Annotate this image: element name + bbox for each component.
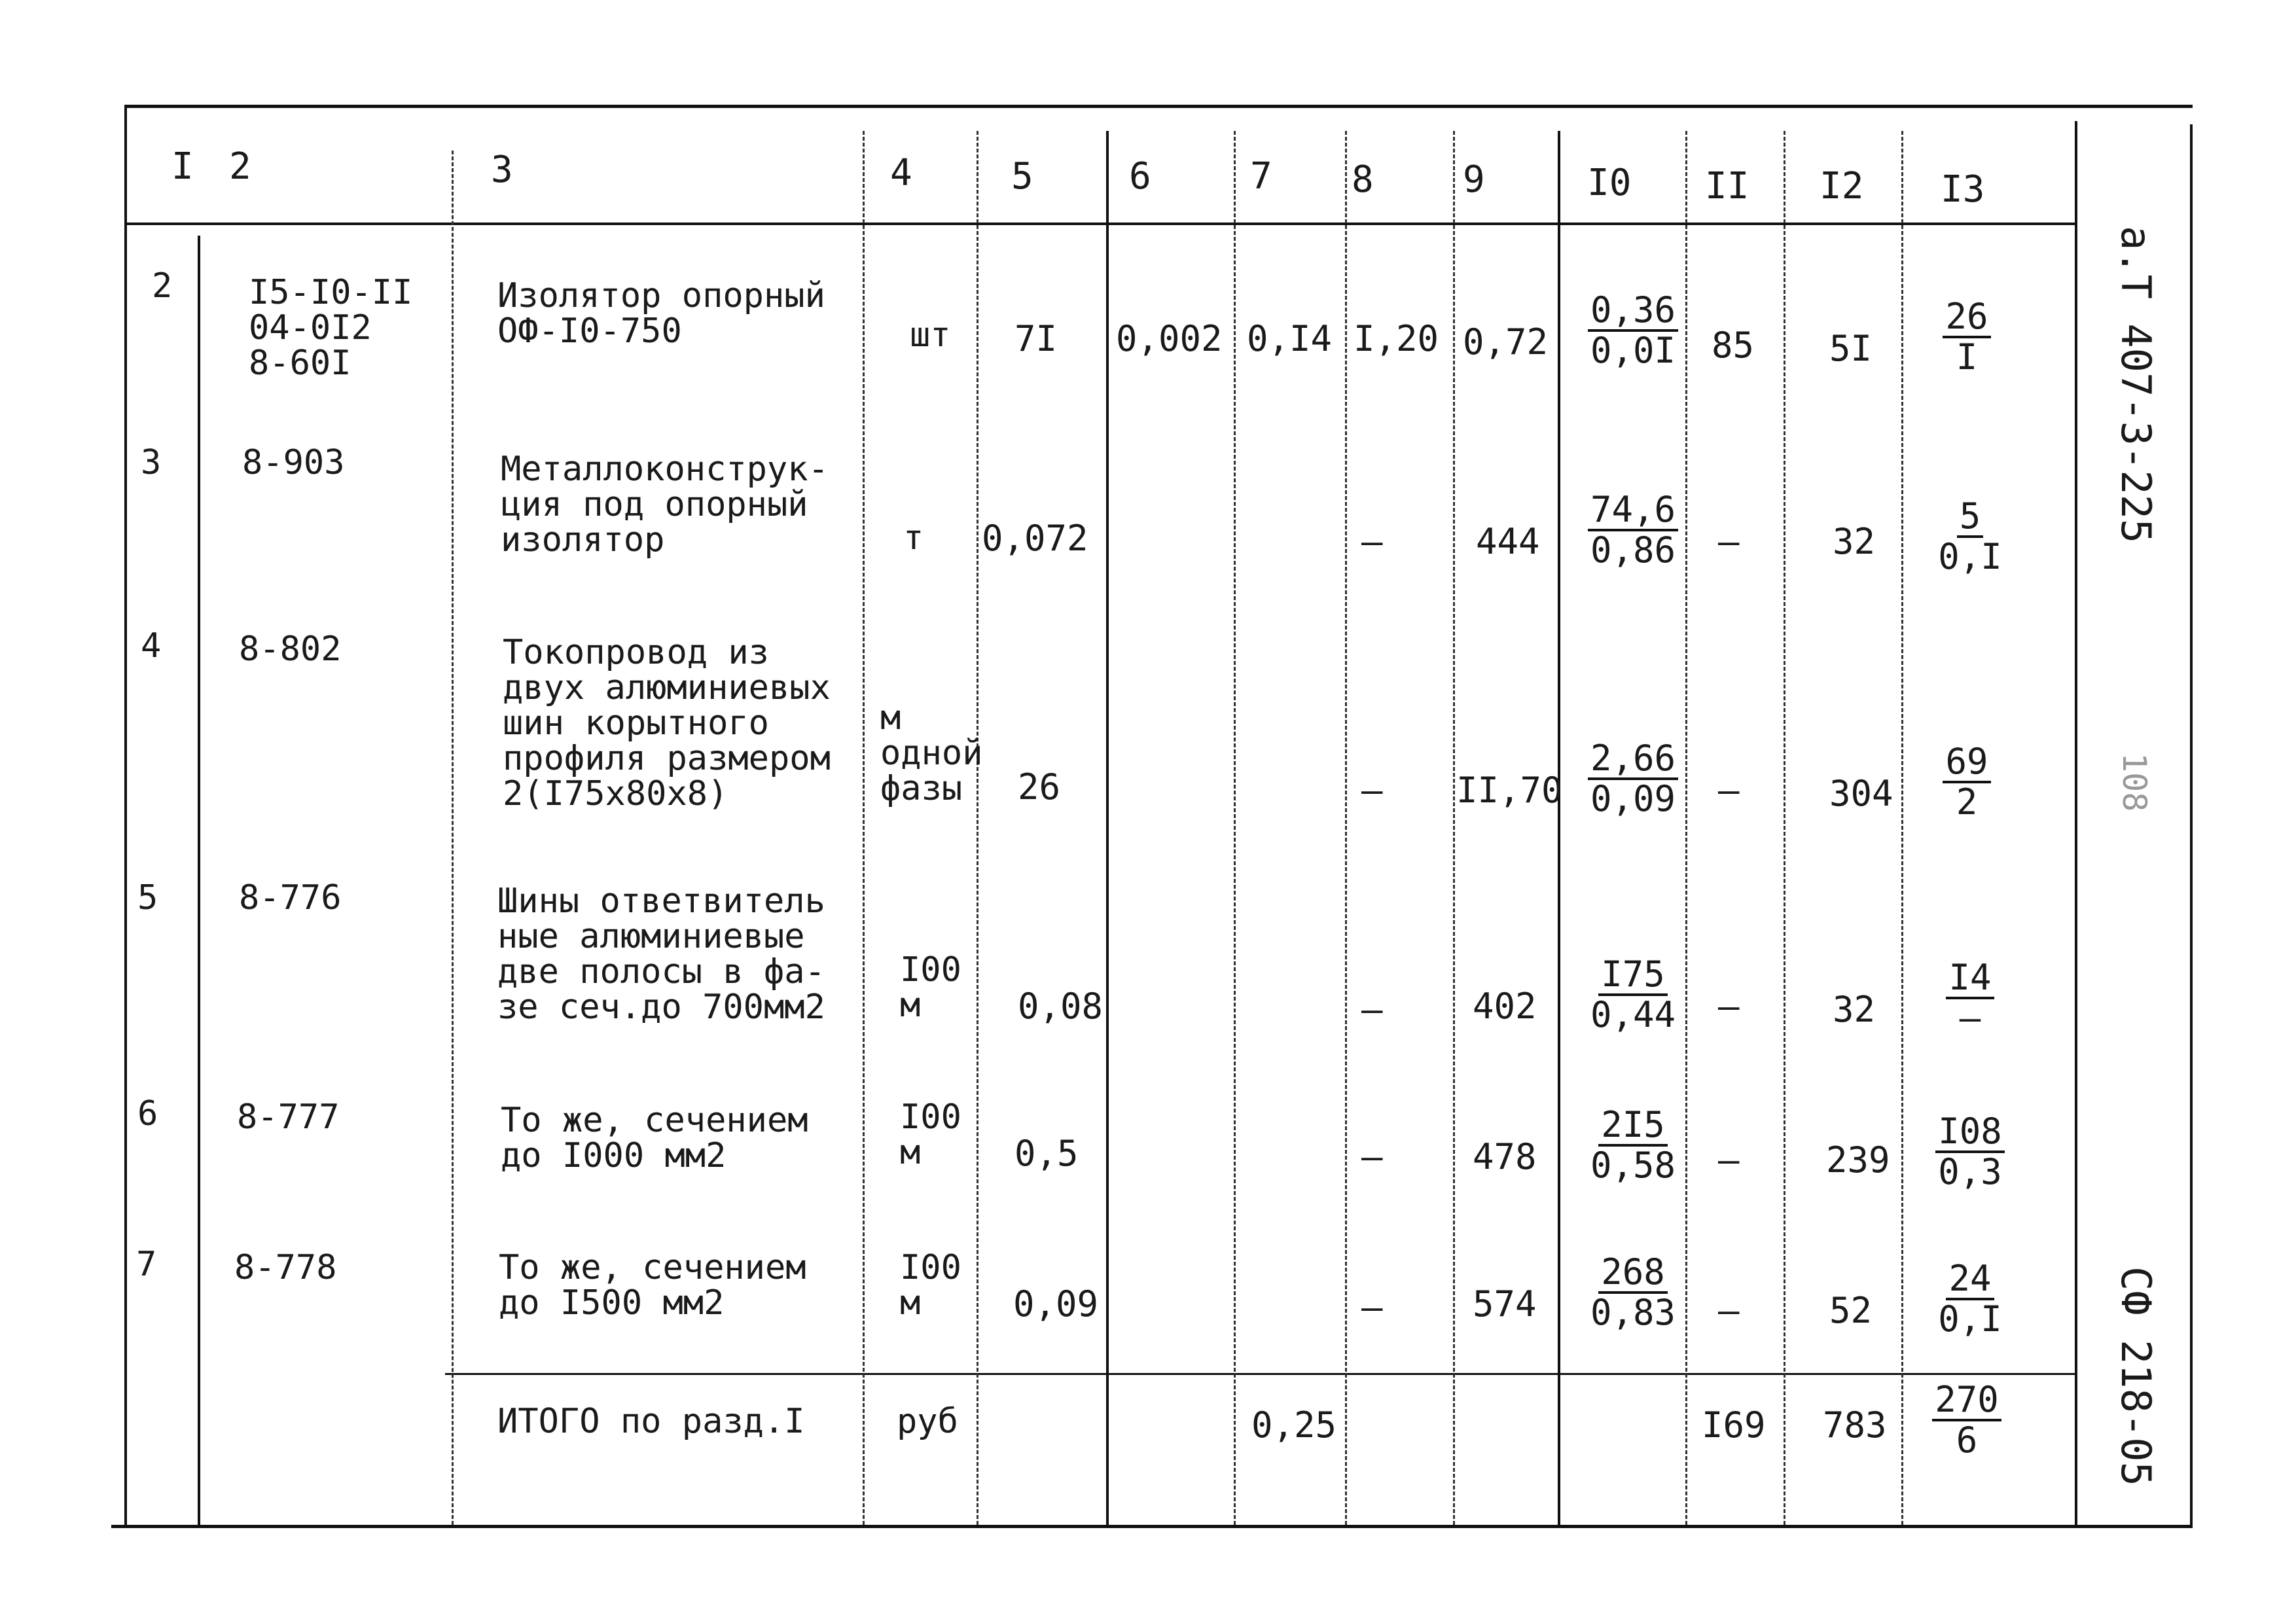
side-doc-number: а.Т 407-3-225 [2112, 226, 2160, 544]
total-unit: руб [897, 1402, 958, 1441]
fraction-top: 0,36 [1588, 291, 1678, 332]
cell-col11: – [1718, 770, 1740, 811]
cell-col10 [1574, 1106, 1692, 1185]
cell-col13 [1911, 1260, 2029, 1338]
total-col13 [1908, 1381, 2026, 1459]
cell-col10 [1574, 955, 1692, 1034]
cell-col9: 0,72 [1463, 321, 1549, 363]
cell-col11: – [1718, 1139, 1740, 1181]
cell-col10 [1574, 1253, 1692, 1332]
cell-col13 [1911, 959, 2029, 1037]
total-col11: I69 [1702, 1404, 1766, 1446]
cell-col10 [1574, 291, 1692, 370]
cell-col5: 0,5 [1014, 1133, 1079, 1174]
fraction-top: I08 [1935, 1113, 2005, 1153]
cell-col13 [1911, 1113, 2029, 1191]
cell-col8: – [1361, 1287, 1383, 1328]
fraction-top: 5 [1957, 497, 1984, 538]
cell-description: Токопровод из двух алюминиевых шин корытного профиля размером 2(I75x80x8) [503, 633, 831, 813]
header-cell-10: I0 [1587, 162, 1632, 204]
fraction-bottom: I [1956, 336, 1978, 378]
cell-col5: 26 [1018, 766, 1061, 808]
cell-col12: 32 [1833, 521, 1876, 562]
cell-unit: м одной фазы [880, 698, 983, 808]
fraction-bottom: 0,0I [1590, 330, 1676, 371]
fraction-bottom: 0,58 [1590, 1145, 1676, 1186]
total-col12: 783 [1823, 1404, 1887, 1446]
header-cell-4: 4 [890, 152, 912, 194]
fraction-top: I4 [1946, 959, 1994, 999]
cell-unit: I00 м [900, 1097, 961, 1172]
cell-col11: 85 [1712, 325, 1755, 366]
cell-row-number: 6 [137, 1094, 158, 1133]
fraction-top: 74,6 [1588, 491, 1678, 531]
cell-col5: 0,09 [1013, 1283, 1099, 1325]
fraction-bottom: 0,09 [1590, 778, 1676, 819]
fraction-bottom: 0,83 [1590, 1292, 1676, 1333]
cell-description: Изолятор опорный ОФ-I0-750 [497, 276, 825, 351]
cell-col5: 7I [1014, 318, 1058, 359]
fraction-top: 69 [1943, 743, 1990, 783]
cell-unit: I00 м [900, 1248, 961, 1323]
cell-col11: – [1718, 521, 1740, 562]
fraction-bottom: 0,86 [1590, 529, 1676, 571]
cell-code: 8-903 [242, 443, 345, 482]
header-cell-2: 2 [229, 145, 251, 188]
cell-row-number: 3 [141, 443, 162, 482]
total-label: ИТОГО по разд.I [497, 1402, 805, 1441]
cell-col12: 32 [1833, 989, 1876, 1030]
cell-col9: 402 [1473, 986, 1537, 1027]
cell-row-number: 7 [136, 1245, 157, 1284]
header-cell-8: 8 [1352, 158, 1374, 201]
cell-col10 [1574, 491, 1692, 569]
cell-col5: 0,072 [982, 518, 1088, 559]
cell-row-number: 4 [141, 626, 162, 666]
cell-col6: 0,002 [1116, 318, 1223, 359]
total-col7: 0,25 [1251, 1404, 1337, 1446]
cell-code: 8-802 [239, 630, 342, 669]
cell-col5: 0,08 [1018, 986, 1103, 1027]
cell-col7: 0,I4 [1247, 318, 1333, 359]
header-cell-6: 6 [1129, 155, 1151, 198]
fraction-bottom: – [1959, 997, 1981, 1039]
fraction-bottom: 0,44 [1590, 994, 1676, 1035]
cell-col13 [1908, 743, 2026, 821]
cell-code: 8-776 [239, 878, 342, 918]
fraction-top: 268 [1598, 1253, 1668, 1294]
cell-col13 [1908, 298, 2026, 376]
fraction-top: 2I5 [1598, 1106, 1668, 1147]
fraction-bottom: 2 [1956, 781, 1978, 823]
cell-col9: II,70 [1456, 770, 1563, 811]
cell-col8: I,20 [1354, 318, 1439, 359]
cell-col8: – [1361, 521, 1383, 562]
cell-col12: 304 [1829, 773, 1893, 814]
cell-col8: – [1361, 989, 1383, 1030]
cell-description: То же, сечением до I000 мм2 [501, 1101, 808, 1175]
cell-row-number: 2 [152, 266, 173, 306]
header-cell-9: 9 [1463, 158, 1485, 201]
fraction-top: I75 [1598, 955, 1668, 996]
cell-unit: шт [910, 315, 951, 355]
cell-col11: – [1718, 986, 1740, 1027]
header-cell-1: I [171, 145, 194, 188]
header-cell-11: II [1705, 165, 1749, 207]
side-page-number: 108 [2115, 753, 2153, 812]
fraction-bottom: 0,I [1938, 536, 2002, 577]
fraction-top: 270 [1932, 1381, 2001, 1421]
cell-col12: 5I [1829, 328, 1873, 369]
cell-col9: 478 [1473, 1136, 1537, 1177]
cell-col11: – [1718, 1290, 1740, 1331]
cell-col12: 52 [1829, 1290, 1873, 1331]
fraction-top: 2,66 [1588, 740, 1678, 780]
cell-description: Металлоконструк- ция под опорный изолятор [501, 450, 829, 560]
cell-col12: 239 [1826, 1139, 1890, 1181]
cell-col9: 574 [1473, 1283, 1537, 1325]
cell-col8: – [1361, 1136, 1383, 1177]
fraction-bottom: 6 [1956, 1419, 1978, 1461]
cell-col8: – [1361, 770, 1383, 811]
header-cell-3: 3 [491, 149, 513, 191]
header-cell-12: I2 [1820, 165, 1864, 207]
cell-col13 [1911, 497, 2029, 576]
side-code: СФ 218-05 [2112, 1266, 2160, 1486]
cell-code: I5-I0-II 04-0I2 8-60I [249, 273, 413, 383]
cell-code: 8-777 [237, 1097, 340, 1137]
header-cell-7: 7 [1250, 155, 1272, 198]
fraction-top: 24 [1946, 1260, 1994, 1300]
cell-description: Шины ответвитель ные алюминиевые две полосы в фа- зе сеч.до 700мм2 [497, 882, 825, 1027]
cell-row-number: 5 [137, 878, 158, 918]
header-cell-13: I3 [1941, 168, 1985, 211]
fraction-bottom: 0,I [1938, 1298, 2002, 1340]
cell-unit: т [903, 518, 924, 558]
cell-description: То же, сечением до I500 мм2 [499, 1248, 806, 1323]
cell-col9: 444 [1476, 521, 1540, 562]
cell-unit: I00 м [900, 950, 961, 1025]
cell-col10 [1574, 740, 1692, 818]
fraction-top: 26 [1943, 298, 1990, 338]
cell-code: 8-778 [234, 1248, 337, 1287]
fraction-bottom: 0,3 [1938, 1151, 2002, 1192]
header-cell-5: 5 [1011, 155, 1033, 198]
